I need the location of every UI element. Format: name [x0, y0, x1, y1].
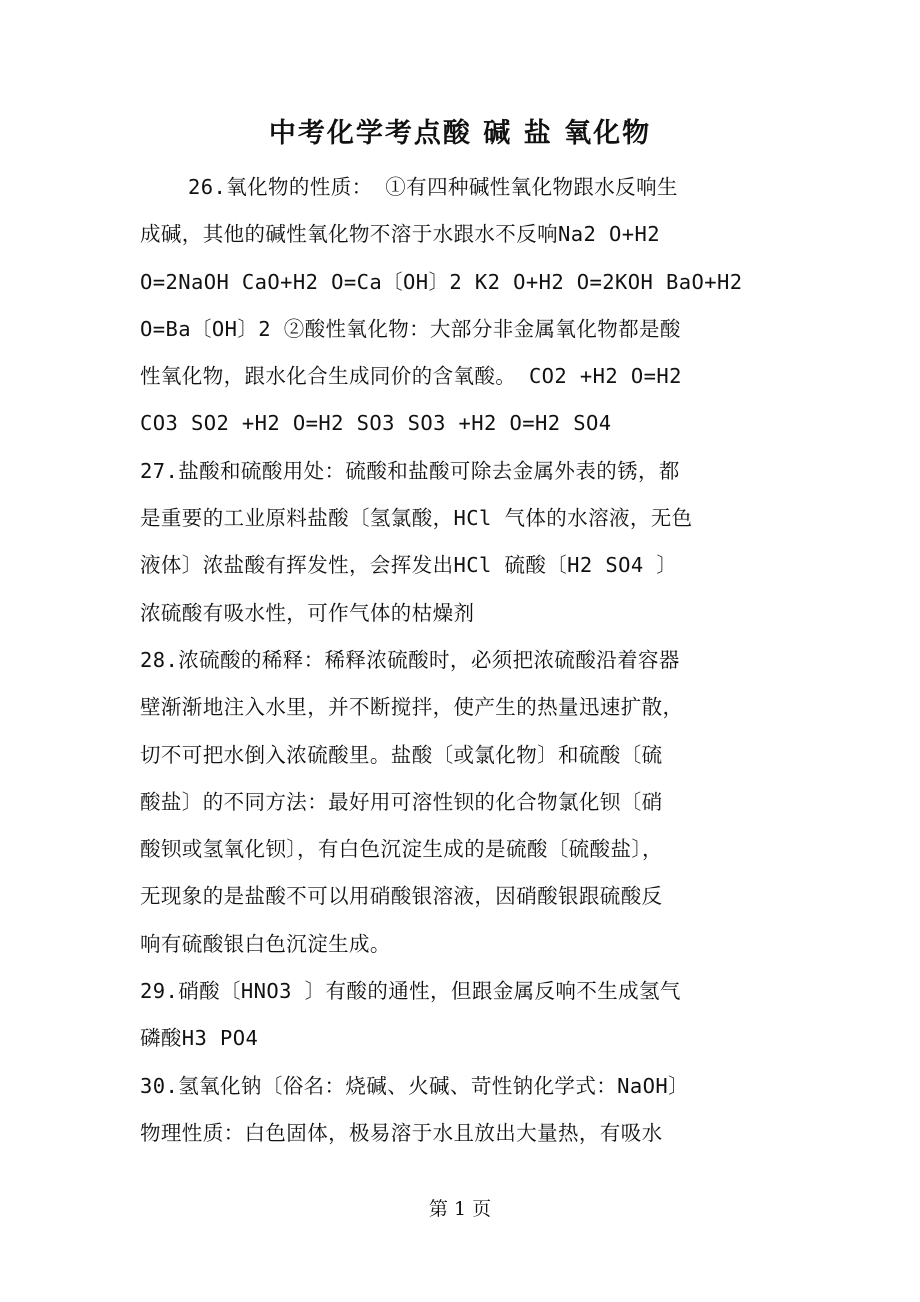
- text-line: 酸盐〕的不同方法：最好用可溶性钡的化合物氯化钡〔硝: [140, 789, 663, 814]
- text-line: 酸钡或氢氧化钡〕，有白色沉淀生成的是硫酸〔硫酸盐〕，: [140, 837, 663, 862]
- text-line: 是重要的工业原料盐酸〔氢氯酸，HCl 气体的水溶液，无色: [140, 506, 693, 531]
- text-line: O=2NaOH CaO+H2 O=Ca〔OH〕2 K2 O+H2 O=2KOH BaO+H2: [140, 269, 743, 294]
- text-line: 成碱，其他的碱性氧化物不溶于水跟水不反响Na2 O+H2: [140, 222, 660, 247]
- text-line: 性氧化物，跟水化合生成同价的含氧酸。 CO2 +H2 O=H2: [140, 364, 682, 389]
- text-line: 28.浓硫酸的稀释：稀释浓硫酸时，必须把浓硫酸沿着容器: [140, 647, 680, 672]
- text-line: 无现象的是盐酸不可以用硝酸银溶液，因硝酸银跟硫酸反: [140, 884, 663, 909]
- document-title: 中考化学考点酸 碱 盐 氧化物: [268, 118, 652, 149]
- text-line: 物理性质：白色固体，极易溶于水且放出大量热，有吸水: [140, 1120, 663, 1145]
- page-number: 第 1 页: [428, 1198, 492, 1220]
- text-line: 液体〕浓盐酸有挥发性，会挥发出HCl 硫酸〔H2 SO4 〕: [140, 553, 678, 578]
- text-line: 26.氧化物的性质： ①有四种碱性氧化物跟水反响生: [188, 175, 678, 199]
- text-line: CO3 SO2 +H2 O=H2 SO3 SO3 +H2 O=H2 SO4: [140, 411, 612, 436]
- text-line: 30.氢氧化钠〔俗名：烧碱、火碱、苛性钠化学式：NaOH〕: [140, 1073, 689, 1098]
- text-line: 切不可把水倒入浓硫酸里。盐酸〔或氯化物〕和硫酸〔硫: [140, 742, 663, 767]
- text-line: 壁渐渐地注入水里，并不断搅拌，使产生的热量迅速扩散，: [140, 695, 684, 720]
- text-line: 29.硝酸〔HNO3 〕有酸的通性，但跟金属反响不生成氢气: [140, 979, 681, 1004]
- text-line: 27.盐酸和硫酸用处：硫酸和盐酸可除去金属外表的锈，都: [140, 458, 680, 483]
- text-line: 响有硫酸银白色沉淀生成。: [140, 931, 391, 956]
- document-body: [140, 164, 780, 1157]
- text-line: 磷酸H3 PO4: [140, 1026, 259, 1051]
- text-line: 浓硫酸有吸水性，可作气体的枯燥剂: [140, 600, 475, 625]
- text-line: O=Ba〔OH〕2 ②酸性氧化物：大部分非金属氧化物都是酸: [140, 316, 681, 341]
